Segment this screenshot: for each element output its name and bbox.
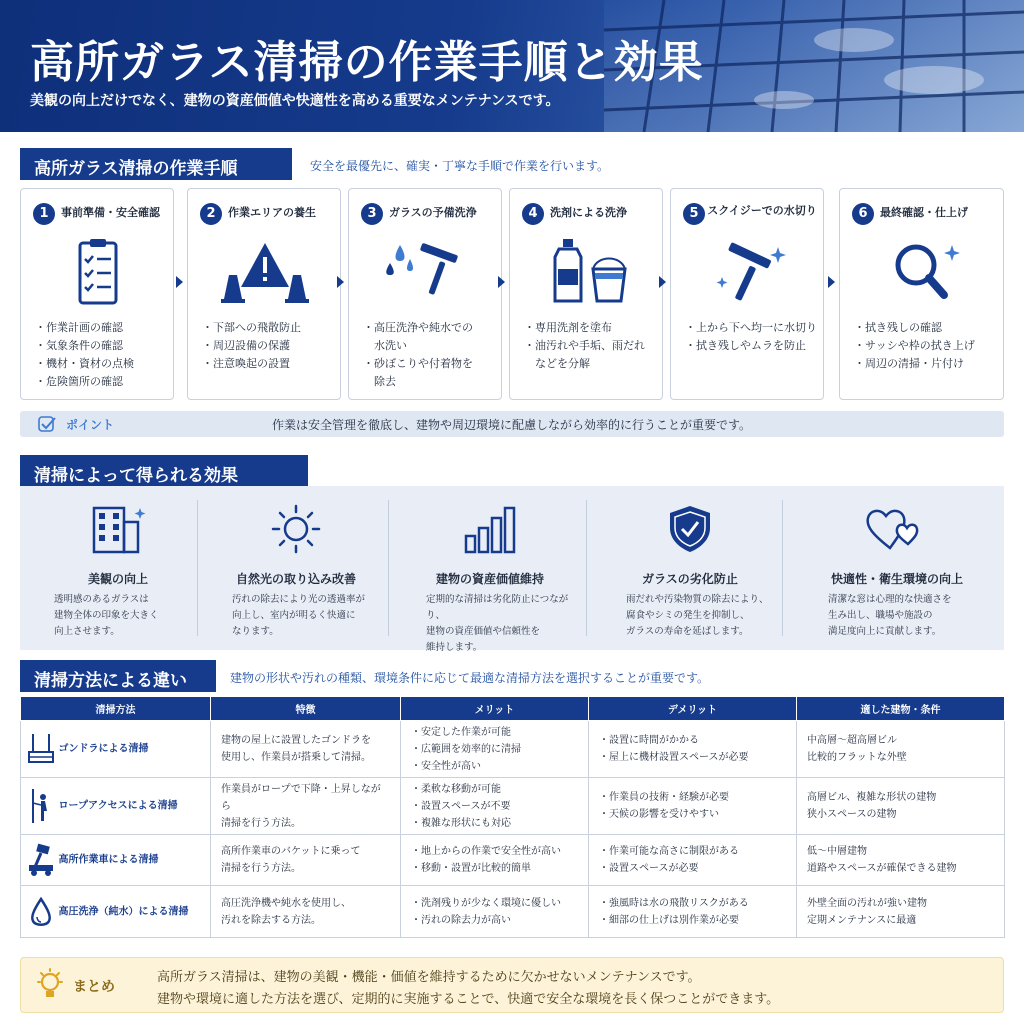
- gondola-icon: [27, 732, 55, 766]
- summary-box: [20, 957, 1004, 1013]
- step-item: ・上から下へ均一に水切り: [685, 321, 817, 334]
- aerial-lift-icon: [27, 843, 55, 877]
- step-title: スクイジーでの水切り: [707, 204, 817, 217]
- demerits-cell: ・作業員の技術・経験が必要 ・天候の影響を受けやすい: [589, 778, 797, 835]
- summary-text-line2: 建物や環境に適した方法を選び、定期的に実施することで、快適で安全な環境を長く保つことができます。: [157, 992, 780, 1007]
- page-header: [0, 0, 1024, 132]
- methods-section-title: 清掃方法による違い: [20, 660, 216, 692]
- step-item: ・下部への飛散防止: [202, 321, 301, 334]
- effect-title: 建物の資産価値維持: [435, 572, 544, 586]
- step-number: 6: [852, 203, 874, 225]
- method-name-cell: ゴンドラによる清掃: [21, 721, 211, 778]
- table-row: [21, 721, 1005, 778]
- hearts-icon: [864, 504, 924, 554]
- step-item: ・作業計画の確認: [35, 321, 123, 334]
- sun-icon: [266, 504, 326, 554]
- table-row: [21, 886, 1005, 938]
- summary-label: まとめ: [73, 979, 115, 995]
- step-title: 最終確認・仕上げ: [880, 206, 968, 219]
- demerits-cell: ・強風時は水の飛散リスクがある ・細部の仕上げは別作業が必要: [589, 886, 797, 938]
- table-header-cell: 特徴: [211, 697, 401, 721]
- step-card-6: [839, 188, 1004, 400]
- merits-cell: ・洗剤残りが少なく環境に優しい ・汚れの除去力が高い: [401, 886, 589, 938]
- magnifier-icon: [872, 237, 972, 307]
- feature-cell: 高圧洗浄機や純水を使用し、 汚れを除去する方法。: [211, 886, 401, 938]
- methods-table: [20, 696, 1005, 938]
- effects-panel: [20, 486, 1004, 653]
- table-row: [21, 835, 1005, 886]
- page-subtitle: 美観の向上だけでなく、建物の資産価値や快適性を高める重要なメンテナンスです。: [30, 93, 560, 109]
- table-header-cell: メリット: [401, 697, 589, 721]
- suited-cell: 低～中層建物 道路やスペースが確保できる建物: [797, 835, 1005, 886]
- step-number: 5: [683, 203, 705, 225]
- step-title: 作業エリアの養生: [228, 206, 316, 219]
- summary-text-line1: 高所ガラス清掃は、建物の美観・機能・価値を維持するために欠かせないメンテナンスです。: [157, 970, 701, 985]
- procedure-section-title: 高所ガラス清掃の作業手順: [20, 148, 292, 180]
- step-card-4: [509, 188, 663, 400]
- step-item: 水洗い: [363, 339, 407, 352]
- page-title: 高所ガラス清掃の作業手順と効果: [30, 37, 704, 88]
- check-icon: [38, 415, 56, 433]
- table-header-cell: 清掃方法: [21, 697, 211, 721]
- point-label: ポイント: [66, 418, 115, 432]
- method-name-cell: ロープアクセスによる清掃: [21, 778, 211, 835]
- step-number: 2: [200, 203, 222, 225]
- shield-icon: [660, 504, 720, 554]
- table-row: [21, 778, 1005, 835]
- suited-cell: 高層ビル、複雑な形状の建物 狭小スペースの建物: [797, 778, 1005, 835]
- merits-cell: ・柔軟な移動が可能 ・設置スペースが不要 ・複雑な形状にも対応: [401, 778, 589, 835]
- step-item: ・高圧洗浄や純水での: [363, 321, 473, 334]
- methods-section-subtitle: 建物の形状や汚れの種類、環境条件に応じて最適な清掃方法を選択することが重要です。: [230, 671, 710, 685]
- step-item: ・拭き残しの確認: [854, 321, 942, 334]
- detergent-bucket-icon: [537, 237, 637, 307]
- step-item: ・周辺設備の保護: [202, 339, 290, 352]
- step-card-5: [670, 188, 824, 400]
- effect-title: 自然光の取り込み改善: [235, 572, 356, 586]
- method-name-cell: 高圧洗浄（純水）による清掃: [21, 886, 211, 938]
- table-header-row: [21, 697, 1005, 721]
- lightbulb-icon: [35, 968, 65, 1004]
- step-item: ・危険箇所の確認: [35, 375, 123, 388]
- step-card-2: [187, 188, 341, 400]
- step-card-1: [20, 188, 174, 400]
- point-bar: [20, 411, 1004, 437]
- step-item: 除去: [363, 375, 396, 388]
- rope-access-icon: [27, 789, 55, 823]
- divider: [586, 500, 587, 636]
- effect-title: ガラスの劣化防止: [642, 572, 738, 586]
- method-name-cell: 高所作業車による清掃: [21, 835, 211, 886]
- step-item: ・注意喚起の設置: [202, 357, 290, 370]
- building-icon: [88, 504, 148, 554]
- effect-item: [20, 486, 216, 650]
- demerits-cell: ・作業可能な高さに制限がある ・設置スペースが必要: [589, 835, 797, 886]
- step-arrow-icon: [659, 276, 666, 288]
- clipboard-icon: [48, 237, 148, 307]
- step-item: ・油汚れや手垢、雨だれ: [524, 339, 645, 352]
- feature-cell: 建物の屋上に設置したゴンドラを 使用し、作業員が搭乗して清掃。: [211, 721, 401, 778]
- step-item: ・専用洗剤を塗布: [524, 321, 612, 334]
- effect-desc: 定期的な清掃は劣化防止につながり、 建物の資産価値や信頼性を 維持します。: [426, 594, 569, 653]
- table-header-cell: デメリット: [589, 697, 797, 721]
- effect-item: [392, 486, 588, 653]
- table-header-cell: 適した建物・条件: [797, 697, 1005, 721]
- squeegee-icon: [698, 237, 798, 307]
- step-title: ガラスの予備洗浄: [389, 206, 477, 219]
- effect-desc: 汚れの除去により光の透過率が 向上し、室内が明るく快適に なります。: [232, 594, 366, 637]
- step-item: などを分解: [524, 357, 590, 370]
- demerits-cell: ・設置に時間がかかる ・屋上に機材設置スペースが必要: [589, 721, 797, 778]
- step-item: ・気象条件の確認: [35, 339, 123, 352]
- step-arrow-icon: [498, 276, 505, 288]
- procedure-section-subtitle: 安全を最優先に、確実・丁寧な手順で作業を行います。: [310, 159, 610, 173]
- step-arrow-icon: [337, 276, 344, 288]
- point-text: 作業は安全管理を徹底し、建物や周辺環境に配慮しながら効率的に行うことが重要です。: [272, 418, 752, 432]
- step-arrow-icon: [828, 276, 835, 288]
- suited-cell: 中高層～超高層ビル 比較的フラットな外壁: [797, 721, 1005, 778]
- effect-item: [790, 486, 1004, 650]
- water-drop-icon: [27, 895, 55, 929]
- water-drops-squeegee-icon: [376, 237, 476, 307]
- merits-cell: ・地上からの作業で安全性が高い ・移動・設置が比較的簡単: [401, 835, 589, 886]
- step-item: ・機材・資材の点検: [35, 357, 134, 370]
- effect-desc: 透明感のあるガラスは 建物全体の印象を大きく 向上させます。: [54, 594, 159, 637]
- feature-cell: 作業員がロープで下降・上昇しながら 清掃を行う方法。: [211, 778, 401, 835]
- bar-chart-icon: [460, 504, 520, 554]
- effects-section-title: 清掃によって得られる効果: [20, 455, 308, 487]
- effect-item: [198, 486, 394, 650]
- step-arrow-icon: [176, 276, 183, 288]
- effect-item: [592, 486, 788, 650]
- step-item: ・周辺の清掃・片付け: [854, 357, 964, 370]
- feature-cell: 高所作業車のバケットに乗って 清掃を行う方法。: [211, 835, 401, 886]
- step-card-3: [348, 188, 502, 400]
- step-title: 事前準備・安全確認: [61, 206, 160, 219]
- warning-cones-icon: [215, 237, 315, 307]
- effect-title: 美観の向上: [87, 572, 148, 586]
- suited-cell: 外壁全面の汚れが強い建物 定期メンテナンスに最適: [797, 886, 1005, 938]
- divider: [388, 500, 389, 636]
- step-number: 4: [522, 203, 544, 225]
- effect-desc: 雨だれや汚染物質の除去により、 腐食やシミの発生を抑制し、 ガラスの寿命を延ばします。: [626, 594, 769, 637]
- merits-cell: ・安定した作業が可能 ・広範囲を効率的に清掃 ・安全性が高い: [401, 721, 589, 778]
- step-title: 洗剤による洗浄: [550, 206, 627, 219]
- effect-title: 快適性・衛生環境の向上: [830, 572, 963, 586]
- step-number: 3: [361, 203, 383, 225]
- step-item: ・拭き残しやムラを防止: [685, 339, 806, 352]
- step-item: ・砂ぼこりや付着物を: [363, 357, 473, 370]
- divider: [782, 500, 783, 636]
- effect-desc: 清潔な窓は心理的な快適さを 生み出し、職場や施設の 満足度向上に貢献します。: [828, 594, 952, 637]
- step-item: ・サッシや枠の拭き上げ: [854, 339, 975, 352]
- step-number: 1: [33, 203, 55, 225]
